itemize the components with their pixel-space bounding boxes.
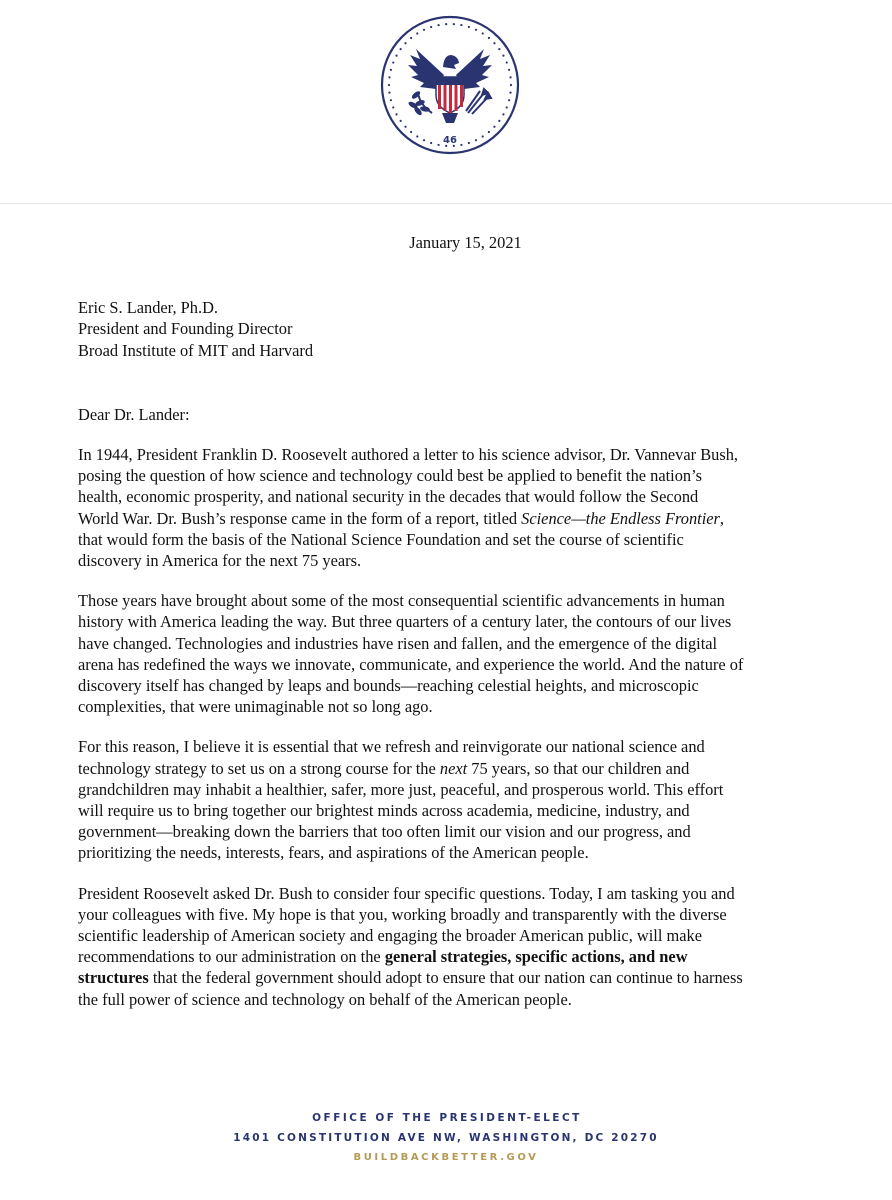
seal-star [493,126,495,128]
seal-star [423,29,425,31]
footer-office: OFFICE OF THE PRESIDENT-ELECT [312,1112,582,1124]
olive-branch-icon [407,90,432,117]
arrows-icon [466,89,491,114]
seal-star [482,32,484,34]
seal-star [410,131,412,133]
recipient-title: President and Founding Director [78,319,293,339]
paragraph-text: , [719,508,725,528]
seal-star [506,61,508,63]
seal-star [430,142,432,144]
seal-star [423,139,425,141]
seal-star [502,55,504,57]
seal-star [388,92,390,94]
paragraph-line: discovery in America for the next 75 years. [78,551,362,571]
paragraph-line: your colleagues with five. My hope is that you, working broadly and transparently with the diverse [78,904,727,924]
seal-star [509,76,511,78]
recipient-name: Eric S. Lander, Ph.D. [78,298,219,318]
paragraph-line: that would form the basis of the National Science Foundation and set the course of scientific [78,529,684,549]
recipient-address [78,297,818,361]
seal-star [416,32,418,34]
paragraph-line: discovery itself has changed by leaps and bounds—reaching celestial heights, and microscopic [78,676,699,696]
seal-star [488,131,490,133]
seal-star [392,61,394,63]
seal-star [506,106,508,108]
footer-website: BUILDBACKBETTER.GOV [353,1152,539,1163]
paragraph-line [78,967,818,988]
paragraph-text: technology strategy to set us on a strong course for the [78,758,440,778]
seal-star [430,26,432,28]
paragraph-line: arena has redefined the ways we innovate, communicate, and experience the world. And the nature of [78,654,744,674]
presidential-seal [380,15,520,155]
paragraph-text: 75 years, so that our children and [467,758,690,778]
seal-star [388,76,390,78]
seal-star [475,29,477,31]
report-title: Science—the Endless Frontier [521,508,720,528]
seal-star [453,23,455,25]
paragraph-line: health, economic prosperity, and national security in the decades that would follow the Second [78,487,699,507]
seal-star [460,144,462,146]
seal-star [498,120,500,122]
seal-star [475,139,477,141]
paragraph-line [78,508,818,529]
seal-star [400,120,402,122]
seal-star [508,69,510,71]
letterhead-divider [0,203,892,204]
letterhead-footer [0,1112,892,1163]
seal-star [488,37,490,39]
paragraph-line: President Roosevelt asked Dr. Bush to consider four specific questions. Today, I am tasking you and [78,883,735,903]
footer-address: 1401 CONSTITUTION AVE NW, WASHINGTON, DC 20270 [233,1132,659,1144]
seal-star [498,48,500,50]
paragraph-2 [78,590,818,717]
seal-star [460,24,462,26]
paragraph-text: World War. Dr. Bush’s response came in the form of a report, titled [78,508,522,528]
letter-date: January 15, 2021 [409,233,522,252]
seal-star [395,55,397,57]
paragraph-line: government—breaking down the barriers that too often limit our vision and our progress, and [78,822,691,842]
paragraph-text: recommendations to our administration on the [78,947,385,967]
seal-star [404,126,406,128]
seal-star [509,92,511,94]
paragraph-line: the full power of science and technology on behalf of the American people. [78,989,572,1009]
paragraph-1 [78,444,818,571]
bold-text: general strategies, specific actions, and new [384,947,688,967]
paragraph-line: have changed. Technologies and industries have risen and fallen, and the emergence of the digital [78,633,718,653]
paragraph-line: For this reason, I believe it is essential that we refresh and reinvigorate our national science and [78,737,705,757]
letter-body [78,232,818,1029]
paragraph-line: Those years have brought about some of the most consequential scientific advancements in human [78,591,725,611]
paragraph-line: grandchildren may inhabit a healthier, safer, more just, peaceful, and prosperous world. This effort [78,779,724,799]
paragraph-line [78,946,818,967]
seal-star [390,99,392,101]
eagle-tail [442,113,458,123]
seal-star [493,42,495,44]
paragraph-line: In 1944, President Franklin D. Roosevelt authored a letter to his science advisor, Dr. Vannevar Bush, [78,445,738,465]
seal-star [410,37,412,39]
seal-star [392,106,394,108]
seal-star [468,142,470,144]
paragraph-line: will require us to bring together our brightest minds across academia, medicine, industry, and [78,801,690,821]
seal-star [510,84,512,86]
seal-star [400,48,402,50]
seal-star [395,113,397,115]
paragraph-3 [78,736,818,863]
seal-star [468,26,470,28]
seal-star [437,24,439,26]
seal-star [445,23,447,25]
paragraph-line: history with America leading the way. But three quarters of a century later, the contours of our lives [78,612,732,632]
paragraph-line: scientific leadership of American society and engaging the broader American public, will make [78,926,702,946]
seal-star [388,84,390,86]
seal-number: 46 [443,135,457,146]
paragraph-line: complexities, that were unimaginable not so long ago. [78,697,433,717]
paragraph-text: that the federal government should adopt to ensure that our nation can continue to harness [148,968,743,988]
seal-star [482,135,484,137]
paragraph-line: prioritizing the needs, interests, fears, and aspirations of the American people. [78,843,589,863]
paragraph-4 [78,883,818,1010]
seal-star [416,135,418,137]
recipient-organization: Broad Institute of MIT and Harvard [78,340,314,360]
salutation: Dear Dr. Lander: [78,404,190,424]
seal-star [404,42,406,44]
emphasis-text: next [439,758,468,778]
eagle-head [443,55,459,69]
paragraph-line [78,758,818,779]
paragraph-line: posing the question of how science and technology could best be applied to benefit the nation’s [78,466,703,486]
seal-star [437,144,439,146]
seal-shield [436,77,464,113]
seal-star [390,69,392,71]
bold-text: structures [78,968,149,988]
seal-star [502,113,504,115]
seal-star [508,99,510,101]
